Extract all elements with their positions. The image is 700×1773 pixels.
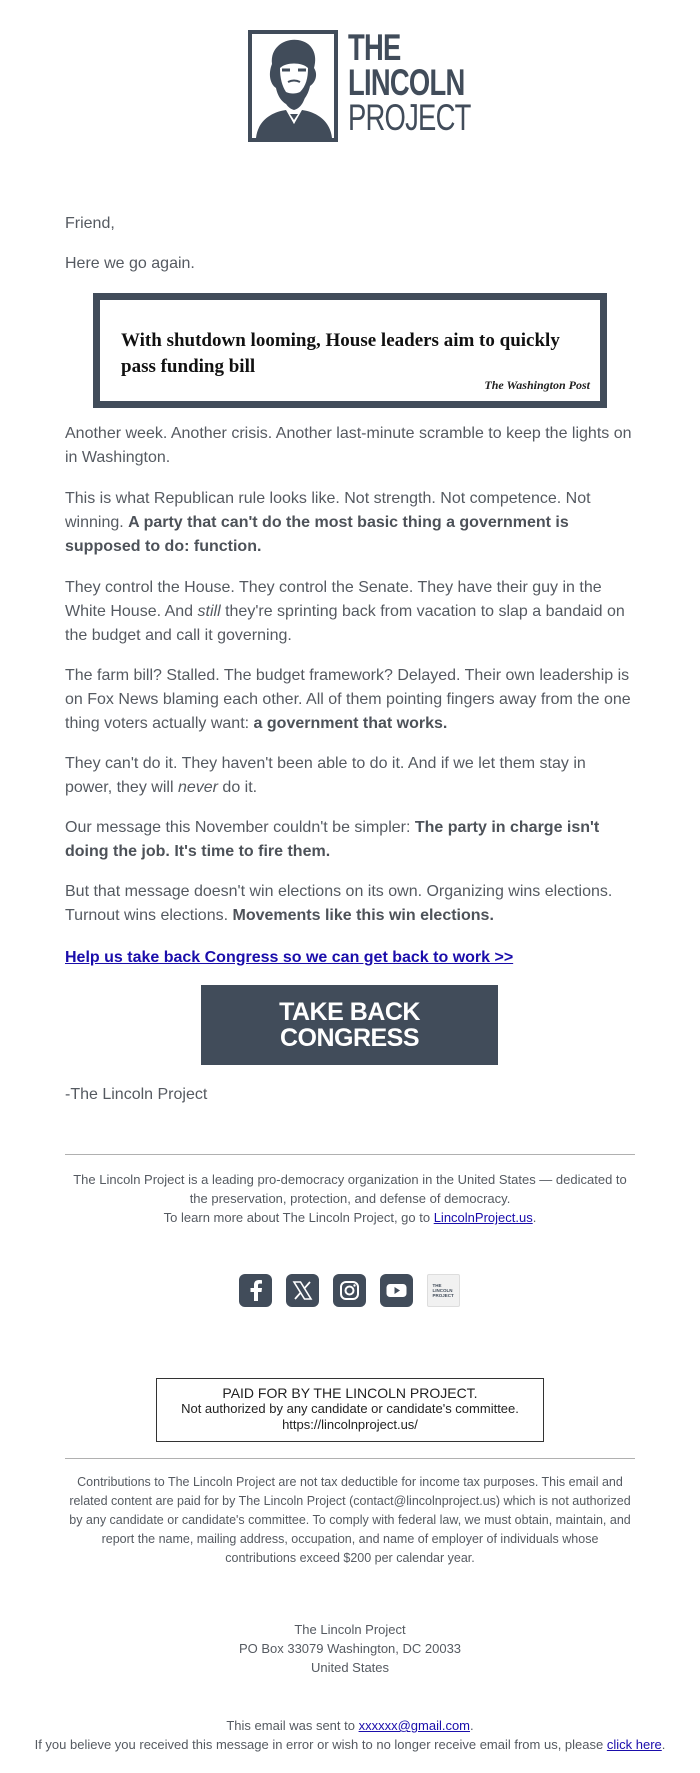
paid-for-box	[156, 1378, 544, 1442]
youtube-icon[interactable]	[380, 1274, 413, 1307]
divider-bottom	[65, 1458, 635, 1459]
unsubscribe-link[interactable]: click here	[606, 1737, 662, 1752]
mini-logo-text: THE LINCOLN PROJECT	[432, 1283, 454, 1298]
signature: -The Lincoln Project	[65, 1086, 208, 1103]
x-icon[interactable]	[286, 1274, 319, 1307]
contribution-disclaimer: Contributions to The Lincoln Project are not tax deductible for income tax purposes. This email and related content are paid for by The Lincoln Project (contact@lincolnproject.us) which is not authorized by any candidate or candidate's committee. To comply with federal law, we must obtain, maintain, and report the name, mailing address, occupation, and name of employer of individuals whose contributions exceed $200 per calendar year.	[69, 1475, 631, 1565]
email-footer	[0, 1716, 700, 1754]
social-icons	[239, 1274, 461, 1310]
unsubscribe-suffix: .	[661, 1737, 666, 1752]
paragraph-5-text: They can't do it. They haven't been able to do it. And if we let them stay in power, they will	[65, 755, 586, 796]
unsubscribe-text: If you believe you received this message in error or wish to no longer receive email from us, please	[34, 1737, 607, 1752]
greeting: Friend,	[65, 215, 115, 232]
not-authorized-line: Not authorized by any candidate or candidate's committee.	[181, 1401, 519, 1416]
sent-to-suffix: .	[470, 1718, 474, 1733]
paragraph-5	[65, 752, 635, 800]
paragraph-4-bold: a government that works.	[253, 715, 448, 732]
paragraph-3	[65, 576, 635, 648]
paragraph-5-text-end: do it.	[217, 779, 258, 796]
paragraph-3-text-end: they're sprinting back from vacation to slap a bandaid on the budget and call it governing.	[65, 603, 625, 644]
learn-more-suffix: .	[532, 1210, 537, 1225]
paragraph-6-bold: The party in charge isn't doing the job. It's time to fire them.	[65, 819, 600, 860]
learn-more-text: To learn more about The Lincoln Project, go to	[163, 1210, 434, 1225]
paragraph-6	[65, 816, 635, 864]
paragraph-7	[65, 880, 635, 928]
take-back-congress-button[interactable]	[201, 985, 498, 1065]
lincolnproject-link[interactable]: LincolnProject.us	[433, 1210, 533, 1225]
paid-for-url: https://lincolnproject.us/	[282, 1417, 418, 1432]
sent-to-text: This email was sent to	[226, 1718, 359, 1733]
news-source: The Washington Post	[484, 378, 590, 392]
paragraph-2-text: This is what Republican rule looks like. Not strength. Not competence. Not winning.	[65, 490, 591, 531]
paragraph-2	[65, 487, 635, 559]
logo-wordmark	[348, 27, 471, 138]
lincoln-portrait-icon	[248, 30, 338, 142]
paragraph-2-bold: A party that can't do the most basic thing a government is supposed to do: function.	[65, 514, 569, 555]
paragraph-4-text: The farm bill? Stalled. The budget framework? Delayed. Their own leadership is on Fox News blaming each other. All of them pointing fingers away from the one thing voters actually want:	[65, 667, 631, 732]
address-country: United States	[310, 1660, 390, 1675]
intro-line: Here we go again.	[65, 255, 195, 272]
paragraph-6-text: Our message this November couldn't be simpler:	[65, 819, 415, 836]
news-headline-card[interactable]	[93, 293, 607, 408]
instagram-icon[interactable]	[333, 1274, 366, 1307]
take-back-congress-link[interactable]: Help us take back Congress so we can get back to work >>	[65, 949, 514, 966]
paragraph-3-italic: still	[197, 603, 221, 620]
logo-line-the: THE	[348, 27, 401, 68]
lincoln-project-icon[interactable]	[427, 1274, 460, 1307]
news-headline: With shutdown looming, House leaders aim to quickly pass funding bill	[121, 330, 560, 377]
paragraph-5-italic: never	[177, 779, 218, 796]
logo-line-project: PROJECT	[348, 97, 471, 138]
logo-line-lincoln: LINCOLN	[348, 62, 465, 103]
paragraph-1: Another week. Another crisis. Another last-minute scramble to keep the lights on in Washington.	[65, 425, 632, 466]
paragraph-7-text: But that message doesn't win elections on its own. Organizing wins elections. Turnout wins elections.	[65, 883, 613, 924]
mailing-address	[65, 1620, 635, 1677]
paragraph-3-text: They control the House. They control the Senate. They have their guy in the White House. And	[65, 579, 602, 620]
recipient-email-link[interactable]: xxxxxx@gmail.com	[358, 1718, 471, 1733]
facebook-icon[interactable]	[239, 1274, 272, 1307]
unsubscribe-line	[0, 1735, 700, 1754]
learn-more-line	[65, 1208, 635, 1227]
address-name: The Lincoln Project	[294, 1622, 406, 1637]
paid-for-line: PAID FOR BY THE LINCOLN PROJECT.	[222, 1385, 478, 1401]
paragraph-7-bold: Movements like this win elections.	[232, 907, 494, 924]
cta-line-1: TAKE BACK	[279, 998, 420, 1026]
about-text: The Lincoln Project is a leading pro-democracy organization in the United States — dedicated to the preservation, protection, and defense of democracy.	[73, 1172, 627, 1206]
sent-to-line	[0, 1716, 700, 1735]
cta-line-2: CONGRESS	[279, 1024, 420, 1052]
address-street: PO Box 33079 Washington, DC 20033	[238, 1641, 462, 1656]
lincoln-project-logo	[248, 27, 471, 144]
about-section	[65, 1170, 635, 1227]
paragraph-4	[65, 664, 635, 736]
divider-top	[65, 1154, 635, 1155]
